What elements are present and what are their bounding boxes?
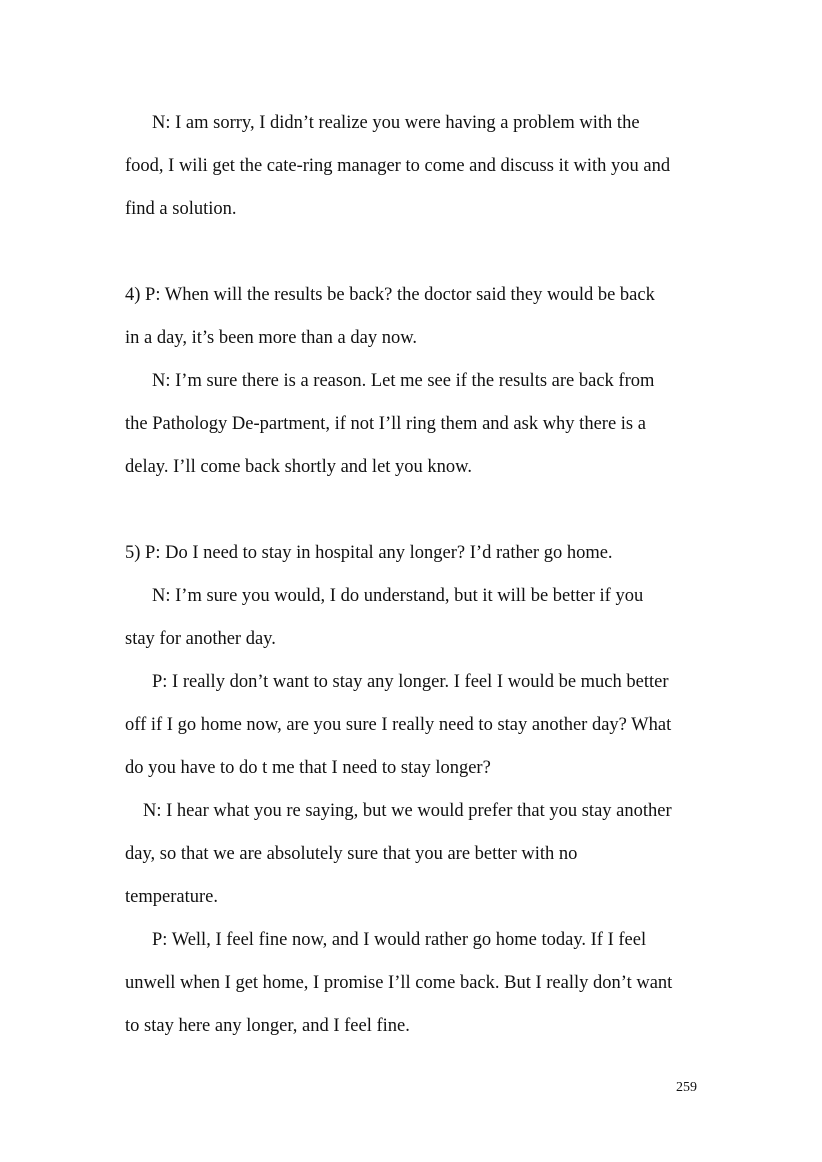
text-line: N: I am sorry, I didn’t realize you were having a problem with the xyxy=(152,113,640,133)
text-line: N: I’m sure there is a reason. Let me see if the results are back from xyxy=(152,371,655,391)
text-line: delay. I’ll come back shortly and let you know. xyxy=(125,457,472,477)
text-line: day, so that we are absolutely sure that you are better with no xyxy=(125,844,578,864)
text-line: N: I hear what you re saying, but we would prefer that you stay another xyxy=(143,801,672,821)
text-line: unwell when I get home, I promise I’ll come back. But I really don’t want xyxy=(125,973,673,993)
text-line: stay for another day. xyxy=(125,629,276,649)
text-line: find a solution. xyxy=(125,199,237,219)
text-line: to stay here any longer, and I feel fine. xyxy=(125,1016,410,1036)
text-line: 5) P: Do I need to stay in hospital any longer? I’d rather go home. xyxy=(125,543,613,563)
text-line: P: Well, I feel fine now, and I would rather go home today. If I feel xyxy=(152,930,647,950)
text-line: N: I’m sure you would, I do understand, but it will be better if you xyxy=(152,586,644,606)
page-number: 259 xyxy=(676,1080,697,1095)
text-line: food, I wili get the cate-ring manager to come and discuss it with you and xyxy=(125,156,671,176)
text-line: the Pathology De-partment, if not I’ll ring them and ask why there is a xyxy=(125,414,646,434)
text-line: do you have to do t me that I need to stay longer? xyxy=(125,758,491,778)
text-line: off if I go home now, are you sure I really need to stay another day? What xyxy=(125,715,672,735)
text-line: 4) P: When will the results be back? the doctor said they would be back xyxy=(125,285,655,305)
text-line: in a day, it’s been more than a day now. xyxy=(125,328,417,348)
text-line: temperature. xyxy=(125,887,218,907)
text-line: P: I really don’t want to stay any longer. I feel I would be much better xyxy=(152,672,669,692)
